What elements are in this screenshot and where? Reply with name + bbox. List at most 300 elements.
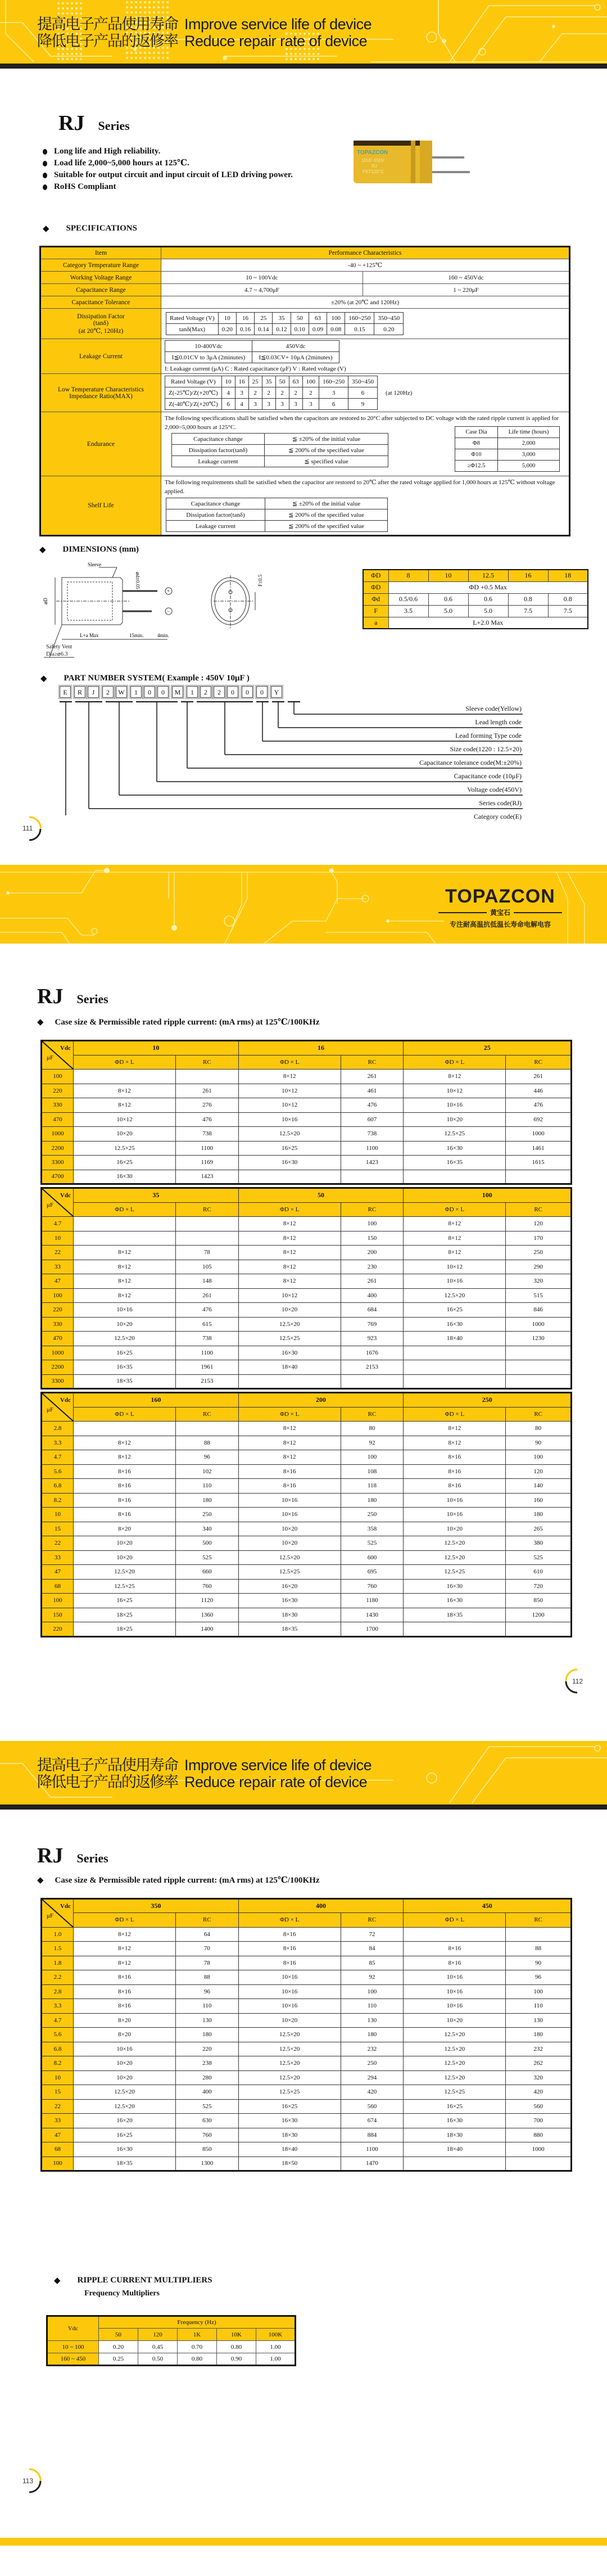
table-cell: 760 xyxy=(175,2128,238,2142)
table-cell: 280 xyxy=(175,2070,238,2085)
df-voltage: 50 xyxy=(291,313,309,324)
col-rc-header: RC xyxy=(341,1055,404,1070)
table-cell: 120 xyxy=(506,1217,572,1231)
capacitance-cell: 100 xyxy=(42,1070,74,1084)
table-cell: 12.5×20 xyxy=(238,2070,341,2085)
table-cell: 10×20 xyxy=(74,2056,176,2071)
table-cell: 738 xyxy=(341,1127,404,1142)
part-number-char: 2 xyxy=(200,686,211,698)
table-row xyxy=(42,2142,572,2157)
table-corner: Vdc μF xyxy=(42,1188,74,1217)
part-number-label: Series code(RJ) xyxy=(479,799,522,807)
table-cell: 16×30 xyxy=(74,2142,176,2157)
page-number: 112 xyxy=(572,1677,583,1685)
voltage-header: 160 xyxy=(74,1393,239,1407)
voltage-header: 35 xyxy=(74,1188,239,1203)
slogan-cn-2: 降低电子产品的返修率 xyxy=(37,33,178,49)
lt-voltage: 63 xyxy=(289,376,302,387)
capacitance-cell: 22 xyxy=(42,2099,74,2114)
lt-value: 6 xyxy=(221,399,235,410)
table-cell: 200 xyxy=(341,1246,404,1260)
lt-voltage: 100 xyxy=(302,376,319,387)
label-vent-diameter: Dia≥⌀6.3 xyxy=(46,651,68,657)
table-row xyxy=(42,1508,572,1522)
df-voltage: 63 xyxy=(309,313,327,324)
table-cell: 12.5×25 xyxy=(74,1579,176,1594)
table-row xyxy=(42,2042,572,2056)
table-cell: 12.5×25 xyxy=(404,2085,506,2100)
table-cell: 12.5×25 xyxy=(238,1565,341,1580)
table-cell: 1230 xyxy=(506,1332,572,1346)
slogan-en-2: Reduce repair rate of device xyxy=(184,33,368,49)
pn-heading: ◆ PART NUMBER SYSTEM( Example : 450V 10μF ) xyxy=(40,674,250,683)
df-voltage: 35 xyxy=(273,313,291,324)
table-row xyxy=(42,1070,572,1084)
table-cell: 16×30 xyxy=(404,1594,506,1608)
table-cell: 220 xyxy=(175,2042,238,2056)
capacitance-cell: 100 xyxy=(42,1594,74,1608)
voltage-header: 250 xyxy=(404,1393,572,1407)
table-row xyxy=(42,1098,572,1113)
table-cell: 8×16 xyxy=(74,1970,176,1985)
table-cell: 102 xyxy=(175,1464,238,1479)
capacitance-cell: 1000 xyxy=(42,1127,74,1142)
capacitor-image xyxy=(349,137,518,188)
table-cell: 12.5×20 xyxy=(238,1127,341,1142)
capacitance-cell: 3.3 xyxy=(42,1999,74,2014)
table-cell: 180 xyxy=(341,1493,404,1508)
table-cell: 674 xyxy=(341,2114,404,2128)
table-row xyxy=(42,2128,572,2142)
capacitance-cell: 47 xyxy=(42,1565,74,1580)
table-cell: 8×16 xyxy=(74,1508,176,1522)
voltage-header: 200 xyxy=(238,1393,404,1407)
table-cell: 10×20 xyxy=(74,1536,176,1551)
svg-text:L+a Max: L+a Max xyxy=(80,633,99,638)
table-cell: 1120 xyxy=(175,1594,238,1608)
capacitance-cell: 4700 xyxy=(42,1170,74,1184)
spec-label: Leakage Current xyxy=(40,339,161,374)
table-cell: 276 xyxy=(175,1098,238,1113)
table-cell: 1000 xyxy=(506,1317,572,1332)
lt-value: 2 xyxy=(302,387,319,399)
table-cell: 10×20 xyxy=(238,1522,341,1536)
df-voltage: 350~450 xyxy=(374,313,404,324)
table-cell: 1300 xyxy=(175,2157,238,2171)
leakage-table: 10-400Vdc 450Vdc I≦0.01CV to 3μA (2minutes) I≦0.03CV+ 10μA (2minutes) xyxy=(165,340,339,363)
table-row xyxy=(42,1464,572,1479)
table-cell: 12.5×20 xyxy=(404,2028,506,2042)
part-number-char: 1 xyxy=(187,686,198,698)
capacitance-cell: 2200 xyxy=(42,1141,74,1156)
table-cell: 12.5×25 xyxy=(404,1127,506,1142)
capacitance-cell: 4.7 xyxy=(42,1450,74,1465)
table-cell: 88 xyxy=(175,1436,238,1450)
table-cell xyxy=(341,1374,404,1389)
diamond-icon: ◆ xyxy=(40,674,47,683)
table-cell: 1676 xyxy=(341,1346,404,1360)
svg-text:⌀D: ⌀D xyxy=(43,598,48,604)
endurance-table: Capacitance change ≦ ±20% of the initial value Dissipation factor(tanδ) ≦ 200% of the specified value Leakage current ≦ specified value xyxy=(171,433,388,467)
table-cell: 8×12 xyxy=(238,1436,341,1450)
col-rc-header: RC xyxy=(341,1913,404,1928)
lt-value: 2 xyxy=(262,387,275,399)
table-row xyxy=(42,1450,572,1465)
table-cell: 8×12 xyxy=(74,1260,176,1274)
table-row xyxy=(42,1303,572,1318)
slogan-cn-1: 提高电子产品使用寿命 xyxy=(37,16,178,33)
voltage-header: 16 xyxy=(238,1041,404,1055)
part-number-label: Lead forming Type code xyxy=(455,732,522,739)
df-voltage: 10 xyxy=(218,313,236,324)
table-cell: 120 xyxy=(506,1464,572,1479)
spec-value: 1 ~ 220μF xyxy=(363,284,569,296)
part-number-label: Size code(1220 : 12.5×20) xyxy=(450,745,522,753)
table-cell: 12.5×20 xyxy=(238,1317,341,1332)
part-number-char: Y xyxy=(271,686,282,698)
capacitance-cell: 220 xyxy=(42,1084,74,1098)
svg-text:PET125°C: PET125°C xyxy=(363,169,384,174)
part-number-char: 2 xyxy=(102,686,114,698)
capacitance-cell: 1.8 xyxy=(42,1956,74,1970)
voltage-header: 50 xyxy=(238,1188,404,1203)
ripple-table-heading: ◆ Case size & Permissible rated ripple current: (mA rms) at 125℃/100KHz xyxy=(37,1875,320,1885)
table-row xyxy=(42,1231,572,1246)
table-cell: 180 xyxy=(175,1493,238,1508)
lt-voltage: 50 xyxy=(275,376,289,387)
table-cell: 12.5×25 xyxy=(74,1141,176,1156)
table-row xyxy=(42,1346,572,1360)
lt-value: 3 xyxy=(319,387,348,399)
table-cell: 476 xyxy=(341,1098,404,1113)
table-row xyxy=(42,1942,572,1956)
table-cell: 8×12 xyxy=(74,1246,176,1260)
spec-value: 10 ~ 100Vdc xyxy=(161,272,363,284)
table-cell: 130 xyxy=(341,2013,404,2028)
table-cell: 10×20 xyxy=(74,2070,176,2085)
table-row xyxy=(42,1970,572,1985)
table-cell: 400 xyxy=(341,1288,404,1303)
table-row xyxy=(42,1522,572,1536)
capacitance-cell: 2.8 xyxy=(42,1422,74,1436)
spec-label: Low Temperature Characteristics Impedance Ratio(MAX) xyxy=(40,374,161,412)
table-row xyxy=(42,1127,572,1142)
table-cell: 1100 xyxy=(341,2142,404,2157)
table-row xyxy=(42,1622,572,1637)
table-cell xyxy=(74,1422,176,1436)
series-title-code: RJ xyxy=(58,111,85,135)
ripple-table-heading: ◆ Case size & Permissible rated ripple current: (mA rms) at 125℃/100KHz xyxy=(37,1018,320,1027)
table-cell: 18×50 xyxy=(238,2157,341,2171)
table-cell: 560 xyxy=(341,2099,404,2114)
ripple-current-table xyxy=(40,1392,572,1637)
table-row xyxy=(42,2056,572,2071)
table-cell: 695 xyxy=(341,1565,404,1580)
capacitance-cell: 8.2 xyxy=(42,1493,74,1508)
table-cell: 12.5×20 xyxy=(238,2042,341,2056)
table-cell: 85 xyxy=(341,1956,404,1970)
table-cell: 10×16 xyxy=(74,1303,176,1318)
table-row xyxy=(42,1170,572,1184)
table-cell: 16×30 xyxy=(238,1594,341,1608)
lt-value: 6 xyxy=(319,399,348,410)
table-cell: 100 xyxy=(506,1984,572,1999)
shelf-text: The following requirements shall be satisfied when the capacitor are restored to 20℃ after the rated voltage applied for 1,000 hours at 125℃ without voltage applied. xyxy=(165,479,555,495)
table-row xyxy=(42,1317,572,1332)
table-cell: 16×25 xyxy=(404,1303,506,1318)
table-cell xyxy=(74,1070,176,1084)
table-cell: 110 xyxy=(175,1999,238,2014)
table-row xyxy=(42,2013,572,2028)
diamond-icon: ◆ xyxy=(39,545,46,554)
table-cell: 92 xyxy=(341,1436,404,1450)
df-value: 0.10 xyxy=(291,324,309,335)
diamond-icon: ◆ xyxy=(37,1018,44,1027)
part-number-char: 0 xyxy=(256,686,268,698)
col-rc-header: RC xyxy=(506,1407,572,1422)
brand-band xyxy=(0,865,607,944)
df-voltage: 160~250 xyxy=(345,313,374,324)
lt-value: 3 xyxy=(289,399,302,410)
table-cell: 10×12 xyxy=(404,1084,506,1098)
low-temp-table: Rated Voltage (V) 10 16 25 35 50 63 100 160~250 350~450 Z(-25℃)/Z(+20℃) 4 3 2 2 2 2 2 3 6 Z(-40℃)/Z(+20℃) 6 4 3 3 3 3 3 6 9 xyxy=(165,376,378,410)
capacitance-cell: 10 xyxy=(42,1508,74,1522)
table-cell: 18×35 xyxy=(404,1608,506,1622)
table-cell xyxy=(506,2157,572,2171)
table-cell: 18×30 xyxy=(238,1608,341,1622)
capacitance-cell: 3300 xyxy=(42,1374,74,1389)
col-dl-header: ΦD × L xyxy=(238,1055,341,1070)
capacitance-cell: 1.5 xyxy=(42,1942,74,1956)
capacitance-cell: 22 xyxy=(42,1246,74,1260)
table-cell: 8×16 xyxy=(74,1984,176,1999)
lt-value: 9 xyxy=(348,399,378,410)
table-cell: 16×20 xyxy=(238,1579,341,1594)
table-row xyxy=(42,1536,572,1551)
ripple-current-table xyxy=(40,1187,572,1389)
table-cell: 525 xyxy=(175,2099,238,2114)
spec-table xyxy=(39,246,570,536)
table-row xyxy=(42,1999,572,2014)
slogan xyxy=(37,16,372,49)
table-cell: 607 xyxy=(341,1112,404,1127)
voltage-header: 10 xyxy=(74,1041,239,1055)
slogan: 提高电子产品使用寿命 Improve service life of device 降低电子产品的返修率 Reduce repair rate of device xyxy=(37,1756,372,1790)
table-cell: 8×12 xyxy=(74,1098,176,1113)
table-cell: 850 xyxy=(175,2142,238,2157)
table-cell: 515 xyxy=(506,1288,572,1303)
table-cell: 250 xyxy=(341,2056,404,2071)
table-cell: 92 xyxy=(341,1970,404,1985)
dimensions-section xyxy=(0,555,607,656)
table-cell: 10×16 xyxy=(238,1112,341,1127)
table-cell: 96 xyxy=(506,1970,572,1985)
table-cell: 18×35 xyxy=(74,2157,176,2171)
lt-note: (at 120Hz) xyxy=(386,390,413,396)
feature-item: Long life and High reliability. xyxy=(43,146,607,157)
capacitance-cell: 33 xyxy=(42,1550,74,1565)
table-cell: 16×25 xyxy=(238,2099,341,2114)
table-cell: 16×35 xyxy=(74,1360,176,1375)
table-cell: 180 xyxy=(175,2028,238,2042)
table-cell: 16×35 xyxy=(404,1156,506,1170)
table-cell: 400 xyxy=(175,2085,238,2100)
dim-heading: ◆ DIMENSIONS (mm) xyxy=(39,545,139,554)
leakage-note: I: Leakage current (μA) C : Rated capacitance (μF) V : Rated voltage (V) xyxy=(165,366,346,372)
table-cell: 238 xyxy=(175,2056,238,2071)
bullet-icon xyxy=(43,184,47,190)
table-cell xyxy=(506,1346,572,1360)
table-cell: 8×20 xyxy=(74,1522,176,1536)
capacitance-cell: 3300 xyxy=(42,1156,74,1170)
table-cell: 760 xyxy=(341,1579,404,1594)
features xyxy=(43,146,607,269)
table-row xyxy=(42,1141,572,1156)
col-rc-header: RC xyxy=(341,1407,404,1422)
svg-text:−: − xyxy=(167,608,170,614)
spec-value: ±20% (at 20℃ and 120Hz) xyxy=(161,296,570,309)
table-row xyxy=(42,1288,572,1303)
table-cell: 320 xyxy=(506,2070,572,2085)
table-cell: 760 xyxy=(175,1579,238,1594)
table-cell: 1100 xyxy=(175,1141,238,1156)
table-cell: 18×40 xyxy=(238,1360,341,1375)
table-row xyxy=(42,1493,572,1508)
table-cell: 118 xyxy=(341,1479,404,1494)
table-cell: 720 xyxy=(506,1579,572,1594)
table-cell: 88 xyxy=(506,1942,572,1956)
capacitance-cell: 220 xyxy=(42,1303,74,1318)
table-cell: 18×40 xyxy=(238,2142,341,2157)
table-cell xyxy=(238,1374,341,1389)
dimension-drawing xyxy=(39,555,332,667)
banner-underline xyxy=(0,1804,607,1810)
capacitance-cell: 100 xyxy=(42,1288,74,1303)
table-cell: 1430 xyxy=(341,1608,404,1622)
df-value: 0.08 xyxy=(327,324,345,335)
table-cell: 16×30 xyxy=(74,1170,176,1184)
table-cell: 1615 xyxy=(506,1156,572,1170)
table-cell: 10×16 xyxy=(404,1970,506,1985)
spec-label: Category Temperature Range xyxy=(40,259,161,272)
table-cell: 261 xyxy=(175,1288,238,1303)
lt-value: 3 xyxy=(235,387,248,399)
top-banner xyxy=(0,0,607,64)
capacitance-cell: 22 xyxy=(42,1536,74,1551)
part-number-char: M xyxy=(172,686,183,698)
table-cell xyxy=(238,1170,341,1184)
table-cell: 476 xyxy=(175,1112,238,1127)
table-cell: 10×12 xyxy=(74,1112,176,1127)
table-cell xyxy=(506,1170,572,1184)
table-cell: 525 xyxy=(506,1550,572,1565)
table-row xyxy=(42,1332,572,1346)
table-row xyxy=(42,2070,572,2085)
capacitance-cell: 150 xyxy=(42,1608,74,1622)
table-cell xyxy=(404,1170,506,1184)
table-cell: 78 xyxy=(175,1956,238,1970)
table-cell xyxy=(175,1422,238,1436)
lt-voltage: 16 xyxy=(235,376,248,387)
series-title xyxy=(58,111,607,136)
table-cell: 294 xyxy=(341,2070,404,2085)
lt-value: 4 xyxy=(221,387,235,399)
table-row xyxy=(42,1608,572,1622)
capacitance-cell: 2.2 xyxy=(42,1970,74,1985)
table-corner: Vdc μF xyxy=(42,1041,74,1070)
svg-text:RJ: RJ xyxy=(372,164,377,169)
table-cell: 8×12 xyxy=(238,1070,341,1084)
capacitance-cell: 47 xyxy=(42,2128,74,2142)
bullet-icon xyxy=(43,173,47,178)
table-cell: 769 xyxy=(341,1317,404,1332)
lt-value: 2 xyxy=(289,387,302,399)
table-cell xyxy=(175,1070,238,1084)
bullet-icon xyxy=(43,149,47,155)
table-corner: Vdc μF xyxy=(42,1898,74,1927)
table-row xyxy=(42,1217,572,1231)
table-cell: 1169 xyxy=(175,1156,238,1170)
table-cell: 8×12 xyxy=(404,1436,506,1450)
spec-label: Working Voltage Range xyxy=(40,272,161,284)
table-cell: 180 xyxy=(506,2028,572,2042)
table-cell: 880 xyxy=(506,2128,572,2142)
col-dl-header: ΦD × L xyxy=(404,1913,506,1928)
col-rc-header: RC xyxy=(506,1913,572,1928)
col-dl-header: ΦD × L xyxy=(238,1202,341,1217)
table-cell: 846 xyxy=(506,1303,572,1318)
table-cell: 10×16 xyxy=(238,1493,341,1508)
table-cell: 1400 xyxy=(175,1622,238,1637)
voltage-header: 100 xyxy=(404,1188,572,1203)
voltage-header: 25 xyxy=(404,1041,572,1055)
banner-underline xyxy=(0,64,607,69)
table-cell: 358 xyxy=(341,1522,404,1536)
table-cell: 16×25 xyxy=(238,1141,341,1156)
spec-value xyxy=(161,374,570,412)
table-cell: 10×16 xyxy=(404,1274,506,1289)
table-row xyxy=(42,1565,572,1580)
table-cell: 12.5×20 xyxy=(404,2042,506,2056)
table-cell: 8×12 xyxy=(238,1260,341,1274)
table-cell: 461 xyxy=(341,1084,404,1098)
table-cell: 96 xyxy=(175,1450,238,1465)
feature-item: Load life 2,000~5,000 hours at 125℃. xyxy=(43,157,607,169)
table-cell: 12.5×20 xyxy=(74,1332,176,1346)
table-cell: 261 xyxy=(175,1084,238,1098)
table-row xyxy=(42,2114,572,2128)
df-value: 0.14 xyxy=(255,324,273,335)
table-cell: 630 xyxy=(175,2114,238,2128)
table-cell: 10×16 xyxy=(74,2042,176,2056)
table-cell xyxy=(404,2157,506,2171)
table-row xyxy=(42,1956,572,1970)
page-number: 111 xyxy=(22,824,33,832)
col-dl-header: ΦD × L xyxy=(404,1407,506,1422)
table-cell: 250 xyxy=(175,1508,238,1522)
table-cell: 290 xyxy=(506,1260,572,1274)
capacitance-cell: 6.8 xyxy=(42,2042,74,2056)
table-cell: 8×20 xyxy=(74,2013,176,2028)
table-cell: 110 xyxy=(506,1999,572,2014)
part-number-labels xyxy=(0,686,523,820)
col-dl-header: ΦD × L xyxy=(74,1202,176,1217)
table-cell: 446 xyxy=(506,1084,572,1098)
part-number-char: 1 xyxy=(130,686,142,698)
lt-value: 2 xyxy=(248,387,262,399)
series-title-word: Series xyxy=(98,119,130,133)
table-cell: 16×30 xyxy=(404,1579,506,1594)
